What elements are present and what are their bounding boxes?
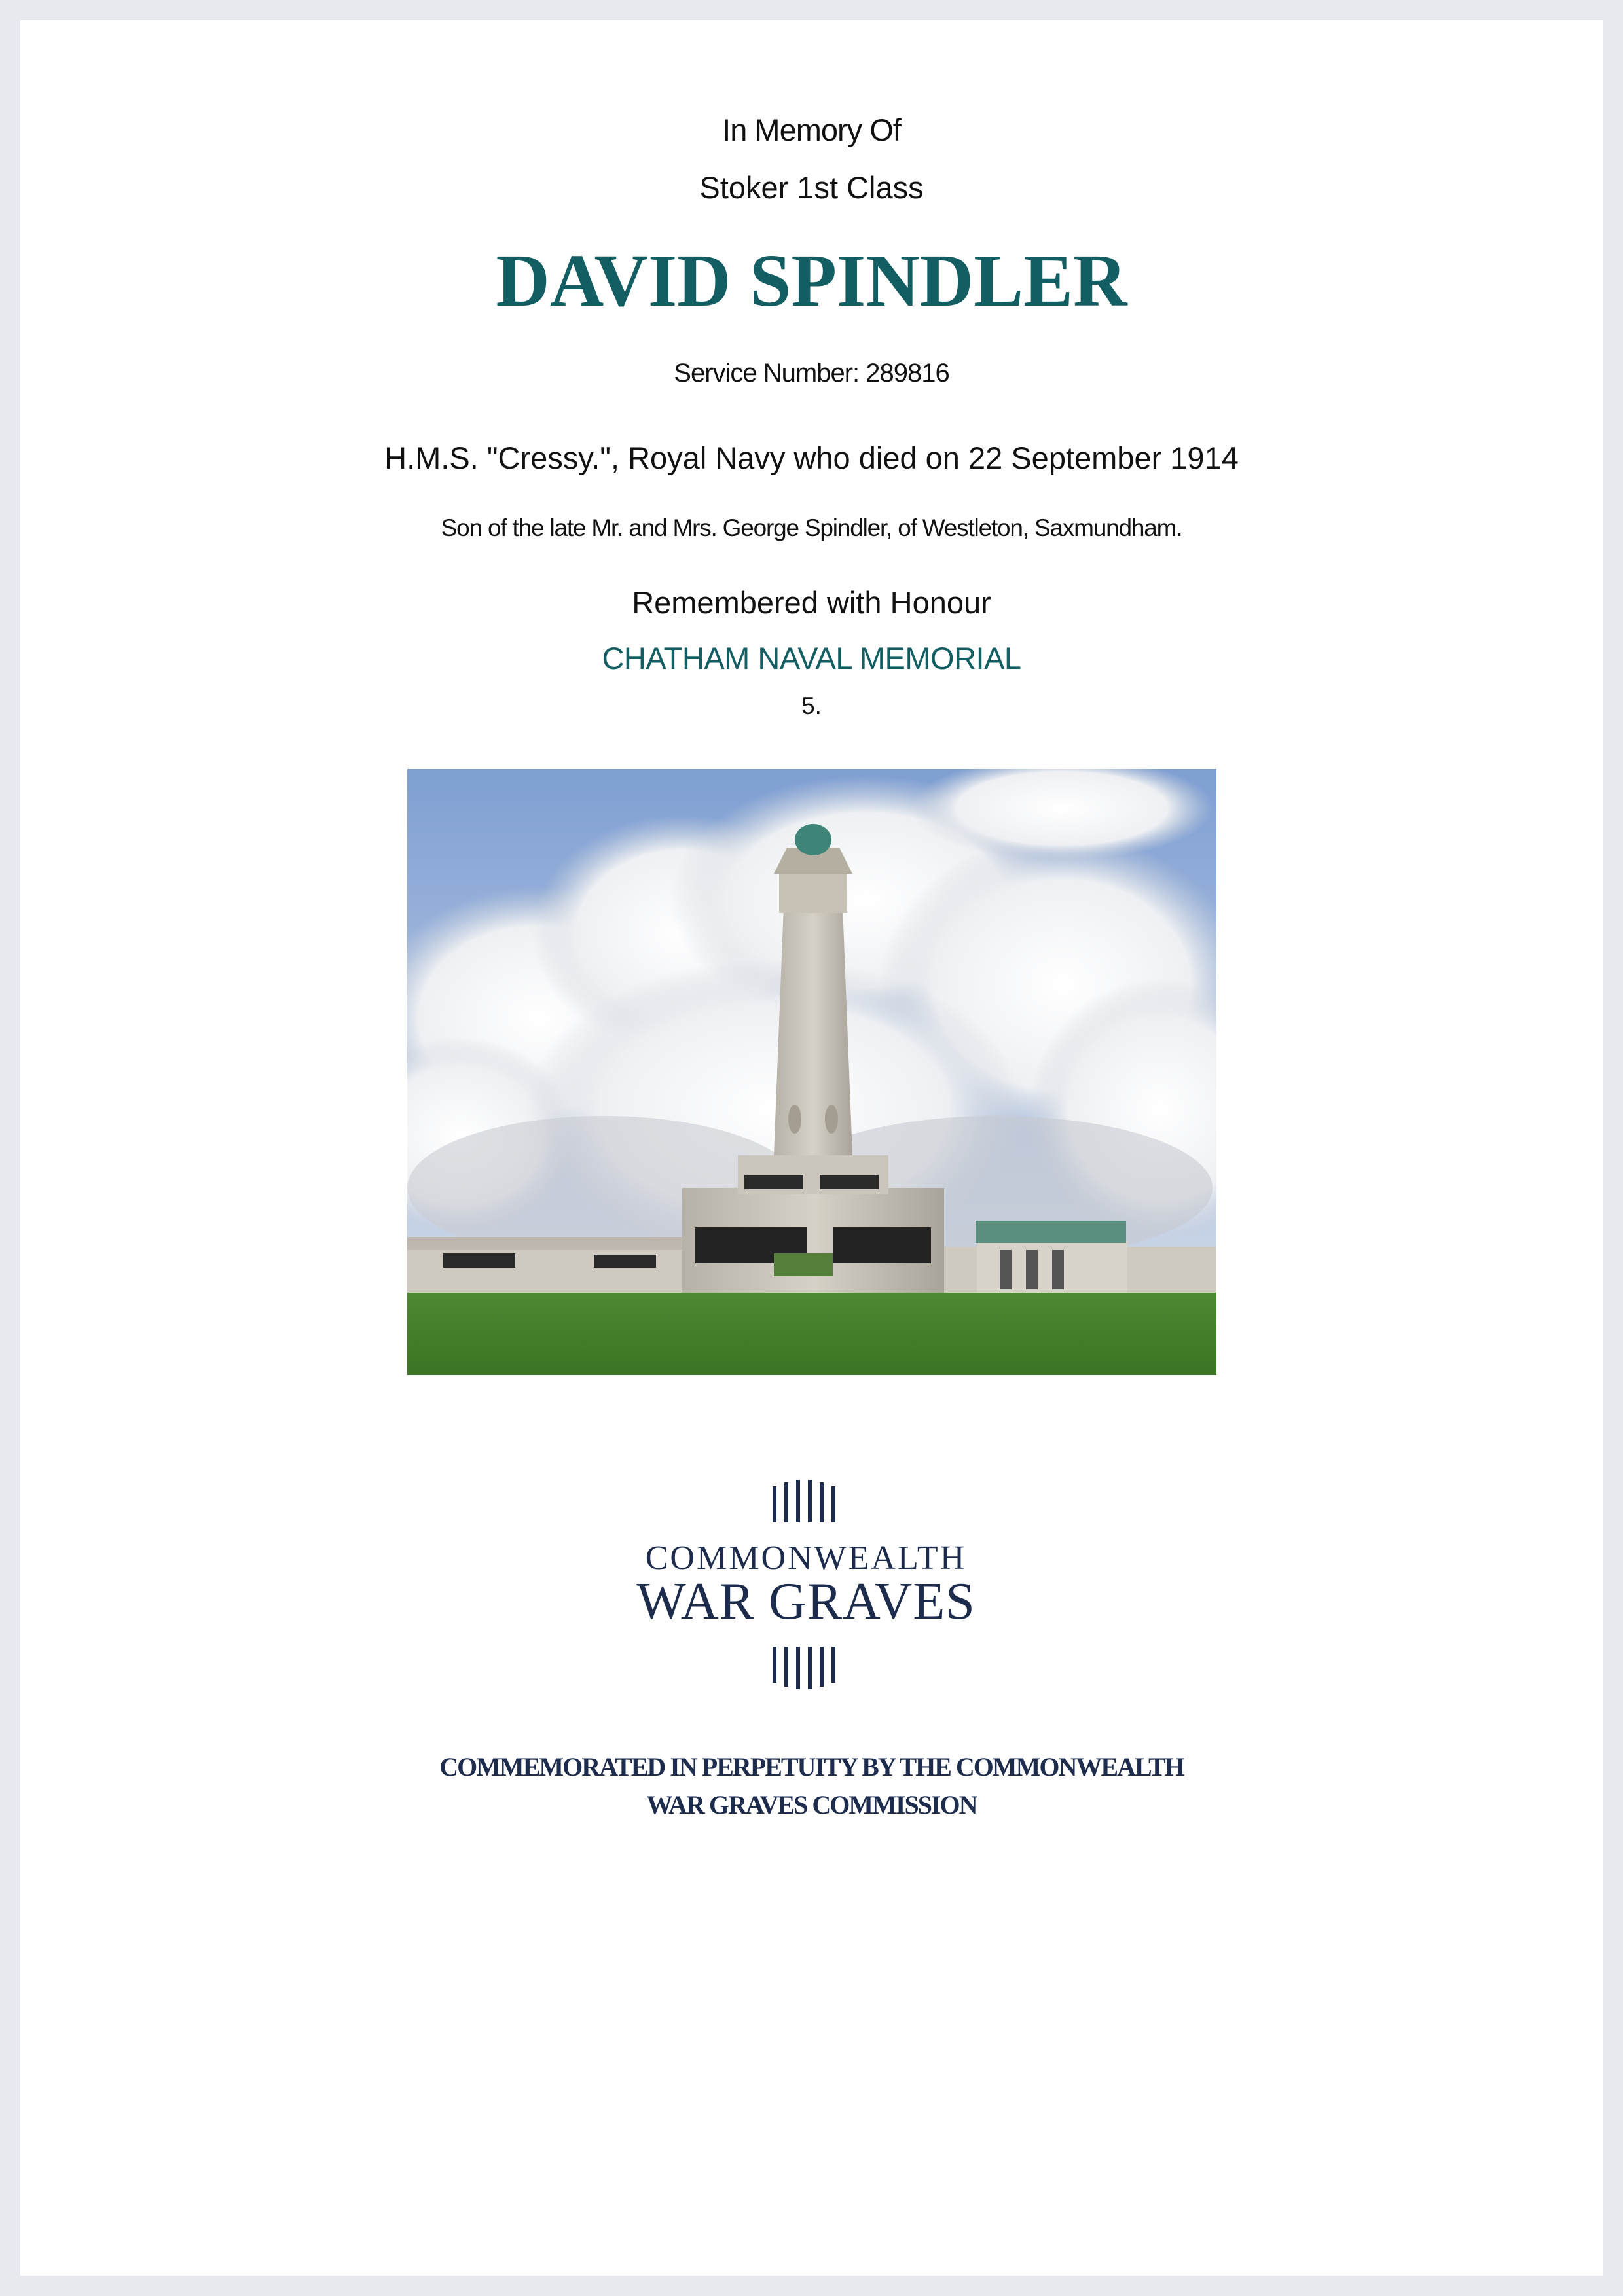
logo-line-2: WAR GRAVES xyxy=(636,1573,976,1630)
commemoration-footer xyxy=(20,1748,1603,1824)
memorial-photo xyxy=(407,769,1216,1375)
panel-reference: 5. xyxy=(801,692,822,719)
memorial-name: CHATHAM NAVAL MEMORIAL xyxy=(602,641,1021,675)
footer-line-2: WAR GRAVES COMMISSION xyxy=(646,1790,977,1820)
in-memory-heading: In Memory Of xyxy=(722,113,901,147)
casualty-name: DAVID SPINDLER xyxy=(496,239,1127,322)
service-number: Service Number: 289816 xyxy=(674,359,949,387)
cwgc-logo xyxy=(610,1460,1002,1696)
certificate-page xyxy=(20,20,1603,2276)
remembered-with-honour: Remembered with Honour xyxy=(632,585,991,620)
footer-line-1: COMMEMORATED IN PERPETUITY BY THE COMMONWEALTH xyxy=(439,1752,1184,1782)
unit-and-death-date: H.M.S. "Cressy.", Royal Navy who died on 22 September 1914 xyxy=(384,440,1239,475)
additional-info: Son of the late Mr. and Mrs. George Spindler, of Westleton, Saxmundham. xyxy=(441,514,1182,541)
rank: Stoker 1st Class xyxy=(699,170,924,205)
logo-line-1: COMMONWEALTH xyxy=(645,1539,967,1577)
logo-swords-bottom-icon xyxy=(610,1643,1002,1689)
logo-swords-top-icon xyxy=(610,1480,1002,1526)
